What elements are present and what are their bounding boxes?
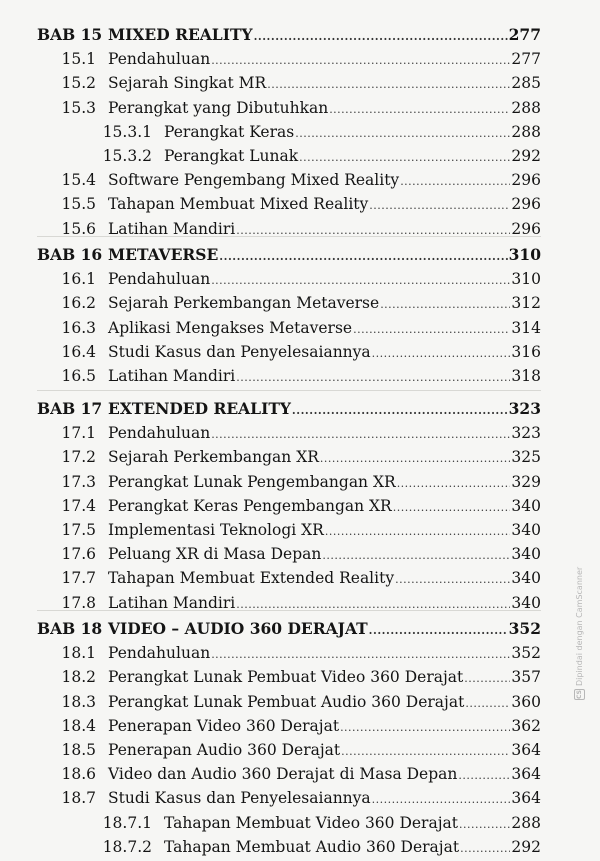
page-number: 296: [511, 219, 541, 238]
chapter-heading: [0, 243, 600, 267]
section-title: Implementasi Teknologi XR: [108, 520, 324, 539]
chapter-title: VIDEO – AUDIO 360 DERAJAT: [108, 619, 368, 638]
page-number: 323: [508, 399, 541, 418]
section-number: 15.2: [61, 74, 96, 93]
section-title: Latihan Mandiri: [108, 593, 236, 612]
page-number: 364: [511, 789, 541, 808]
section-title: Sejarah Perkembangan XR: [108, 448, 319, 467]
dot-leader: [400, 170, 510, 194]
section-number: 16.4: [61, 342, 96, 361]
section-number: 17.8: [61, 593, 96, 612]
section-number: 18.7: [61, 789, 96, 808]
dot-leader: [211, 269, 510, 293]
toc-entry: [108, 364, 541, 390]
section-number: 17.4: [61, 496, 96, 515]
section-title: Studi Kasus dan Penyelesaiannya: [108, 342, 371, 361]
page-number: 323: [511, 424, 541, 443]
section-title: Tahapan Membuat Audio 360 Derajat: [164, 837, 460, 856]
section-title: Pendahuluan: [108, 644, 211, 663]
page-number: 352: [511, 644, 541, 663]
toc-entry: [108, 665, 541, 691]
section-number: 17.7: [61, 569, 96, 588]
section-title: Tahapan Membuat Extended Reality: [108, 569, 395, 588]
chapter-block: [0, 23, 600, 241]
toc-entry: [108, 243, 541, 269]
section-title: Software Pengembang Mixed Reality: [108, 171, 400, 190]
page-number: 296: [511, 195, 541, 214]
section-number: 18.5: [61, 740, 96, 759]
section-number: 18.1: [61, 644, 96, 663]
section-title: Aplikasi Mengakses Metaverse: [108, 318, 353, 337]
toc-section-row: [0, 71, 600, 95]
toc-section-row: [0, 291, 600, 315]
page-number: 340: [511, 545, 541, 564]
page-number: 340: [511, 593, 541, 612]
dot-leader: [236, 366, 510, 390]
toc-section-row: [0, 714, 600, 738]
toc-entry: [108, 47, 541, 73]
section-number: 17.1: [61, 424, 96, 443]
toc-entry: [108, 518, 541, 544]
dot-leader: [325, 520, 511, 544]
dot-leader: [465, 692, 510, 716]
dot-leader: [211, 49, 510, 73]
toc-entry: [108, 96, 541, 122]
dot-leader: [329, 98, 510, 122]
toc-section-row: [0, 542, 600, 566]
section-number: 16.5: [61, 366, 96, 385]
toc-subsection-row: [0, 144, 600, 168]
chapter-block: [0, 243, 600, 388]
section-title: Perangkat Lunak Pembuat Audio 360 Derajat: [108, 692, 465, 711]
toc-entry: [108, 494, 541, 520]
chapter-label: BAB 17: [37, 399, 103, 418]
toc-section-row: [0, 762, 600, 786]
toc-section-row: [0, 340, 600, 364]
section-number: 17.6: [61, 545, 96, 564]
dot-leader: [211, 423, 510, 447]
section-title: Pendahuluan: [108, 270, 211, 289]
toc-section-row: [0, 641, 600, 665]
toc-entry: [108, 168, 541, 194]
section-number: 18.3: [61, 692, 96, 711]
page-number: 292: [511, 146, 541, 165]
page-number: 314: [511, 318, 541, 337]
section-title: Studi Kasus dan Penyelesaiannya: [108, 789, 371, 808]
dot-leader: [267, 73, 510, 97]
toc-entry: [164, 835, 541, 861]
toc-entry: [108, 690, 541, 716]
chapter-divider: [37, 390, 541, 391]
page-number: 292: [511, 837, 541, 856]
chapter-heading: [0, 397, 600, 421]
section-title: Perangkat Lunak Pembuat Video 360 Derajat: [108, 668, 464, 687]
dot-leader: [369, 619, 508, 643]
page-number: 277: [508, 25, 541, 44]
toc-entry: [108, 641, 541, 667]
section-title: Perangkat yang Dibutuhkan: [108, 98, 329, 117]
dot-leader: [219, 245, 507, 269]
section-title: Perangkat Keras: [164, 122, 295, 141]
chapter-label: BAB 16: [37, 245, 103, 264]
section-number: 18.7.2: [102, 837, 152, 856]
section-number: 18.6: [61, 765, 96, 784]
page-number: 310: [508, 245, 541, 264]
dot-leader: [340, 716, 510, 740]
toc-entry: [108, 470, 541, 496]
toc-section-row: [0, 96, 600, 120]
dot-leader: [211, 643, 510, 667]
chapter-label: BAB 15: [37, 25, 103, 44]
section-number: 15.3.1: [102, 122, 152, 141]
toc-section-row: [0, 421, 600, 445]
section-number: 15.5: [61, 195, 96, 214]
scanner-watermark: [574, 567, 585, 700]
dot-leader: [254, 25, 508, 49]
section-title: Latihan Mandiri: [108, 219, 236, 238]
toc-section-row: [0, 591, 600, 615]
dot-leader: [372, 788, 511, 812]
chapter-title: MIXED REALITY: [108, 25, 253, 44]
toc-entry: [108, 71, 541, 97]
page-number: 277: [511, 50, 541, 69]
toc-section-row: [0, 47, 600, 71]
page-number: 340: [511, 520, 541, 539]
dot-leader: [397, 472, 511, 496]
section-number: 18.7.1: [102, 813, 152, 832]
section-number: 16.3: [61, 318, 96, 337]
page-number: 362: [511, 716, 541, 735]
page-number: 340: [511, 496, 541, 515]
chapter-label: BAB 18: [37, 619, 103, 638]
toc-section-row: [0, 786, 600, 810]
page-number: 340: [511, 569, 541, 588]
toc-section-row: [0, 494, 600, 518]
section-number: 16.1: [61, 270, 96, 289]
toc-entry: [164, 811, 541, 837]
toc-subsection-row: [0, 120, 600, 144]
section-title: Sejarah Singkat MR: [108, 74, 267, 93]
toc-entry: [108, 445, 541, 471]
dot-leader: [458, 764, 510, 788]
page-number: 352: [508, 619, 541, 638]
page-number: 364: [511, 740, 541, 759]
toc-entry: [108, 291, 541, 317]
section-title: Perangkat Lunak Pengembangan XR: [108, 472, 396, 491]
toc-section-row: [0, 738, 600, 762]
dot-leader: [464, 667, 510, 691]
section-number: 15.4: [61, 171, 96, 190]
section-number: 15.3: [61, 98, 96, 117]
dot-leader: [341, 740, 510, 764]
toc-section-row: [0, 168, 600, 192]
section-title: Pendahuluan: [108, 50, 211, 69]
page-number: 312: [511, 294, 541, 313]
dot-leader: [380, 293, 510, 317]
dot-leader: [292, 399, 508, 423]
page-number: 288: [511, 813, 541, 832]
section-title: Peluang XR di Masa Depan: [108, 545, 322, 564]
toc-entry: [108, 714, 541, 740]
section-number: 17.5: [61, 520, 96, 539]
page-number: 364: [511, 765, 541, 784]
toc-section-row: [0, 316, 600, 340]
section-number: 15.3.2: [102, 146, 152, 165]
dot-leader: [459, 813, 510, 837]
section-number: 17.2: [61, 448, 96, 467]
page-number: 316: [511, 342, 541, 361]
section-title: Tahapan Membuat Video 360 Derajat: [164, 813, 458, 832]
toc-section-row: [0, 267, 600, 291]
section-title: Video dan Audio 360 Derajat di Masa Depan: [108, 765, 458, 784]
chapter-heading: [0, 23, 600, 47]
toc-entry: [108, 421, 541, 447]
toc-entry: [108, 542, 541, 568]
chapter-divider: [37, 236, 541, 237]
toc-entry: [108, 340, 541, 366]
toc-entry: [108, 617, 541, 643]
toc-entry: [108, 397, 541, 423]
chapter-heading: [0, 617, 600, 641]
dot-leader: [236, 593, 510, 617]
toc-entry: [108, 786, 541, 812]
section-number: 15.6: [61, 219, 96, 238]
section-number: 18.2: [61, 668, 96, 687]
page-number: 310: [511, 270, 541, 289]
toc-entry: [164, 120, 541, 146]
toc-entry: [108, 192, 541, 218]
dot-leader: [320, 447, 511, 471]
section-title: Penerapan Audio 360 Derajat: [108, 740, 341, 759]
toc-section-row: [0, 470, 600, 494]
section-title: Pendahuluan: [108, 424, 211, 443]
section-title: Sejarah Perkembangan Metaverse: [108, 294, 380, 313]
section-title: Latihan Mandiri: [108, 366, 236, 385]
toc-section-row: [0, 445, 600, 469]
watermark-text: Dipindai dengan CamScanner: [575, 566, 584, 686]
section-title: Penerapan Video 360 Derajat: [108, 716, 340, 735]
toc-section-row: [0, 518, 600, 542]
toc-entry: [108, 267, 541, 293]
toc-entry: [108, 591, 541, 617]
chapter-block: [0, 617, 600, 859]
toc-section-row: [0, 690, 600, 714]
page-number: 296: [511, 171, 541, 190]
camscanner-logo-icon: CS: [576, 690, 583, 699]
section-title: Perangkat Keras Pengembangan XR: [108, 496, 392, 515]
section-number: 15.1: [61, 50, 96, 69]
page-number: 318: [511, 366, 541, 385]
page-number: 285: [511, 74, 541, 93]
chapter-title: EXTENDED REALITY: [108, 399, 291, 418]
chapter-title: METAVERSE: [108, 245, 219, 264]
page-number: 288: [511, 122, 541, 141]
toc-entry: [108, 566, 541, 592]
toc-section-row: [0, 192, 600, 216]
toc-entry: [108, 316, 541, 342]
dot-leader: [299, 146, 510, 170]
dot-leader: [372, 342, 511, 366]
page-number: 325: [511, 448, 541, 467]
page-number: 329: [511, 472, 541, 491]
dot-leader: [395, 568, 510, 592]
section-number: 16.2: [61, 294, 96, 313]
dot-leader: [236, 219, 510, 243]
toc-entry: [108, 738, 541, 764]
dot-leader: [353, 318, 510, 342]
page-number: 357: [511, 668, 541, 687]
dot-leader: [295, 122, 510, 146]
toc-entry: [108, 217, 541, 243]
dot-leader: [393, 496, 511, 520]
section-title: Tahapan Membuat Mixed Reality: [108, 195, 369, 214]
section-number: 17.3: [61, 472, 96, 491]
toc-section-row: [0, 217, 600, 241]
section-title: Perangkat Lunak: [164, 146, 299, 165]
dot-leader: [460, 837, 510, 861]
dot-leader: [322, 544, 510, 568]
toc-section-row: [0, 566, 600, 590]
chapter-block: [0, 397, 600, 615]
chapter-divider: [37, 610, 541, 611]
section-number: 18.4: [61, 716, 96, 735]
toc-entry: [164, 144, 541, 170]
toc-entry: [108, 23, 541, 49]
page-number: 360: [511, 692, 541, 711]
page-number: 288: [511, 98, 541, 117]
toc-entry: [108, 762, 541, 788]
toc-section-row: [0, 364, 600, 388]
dot-leader: [369, 194, 510, 218]
toc-subsection-row: [0, 811, 600, 835]
toc-section-row: [0, 665, 600, 689]
